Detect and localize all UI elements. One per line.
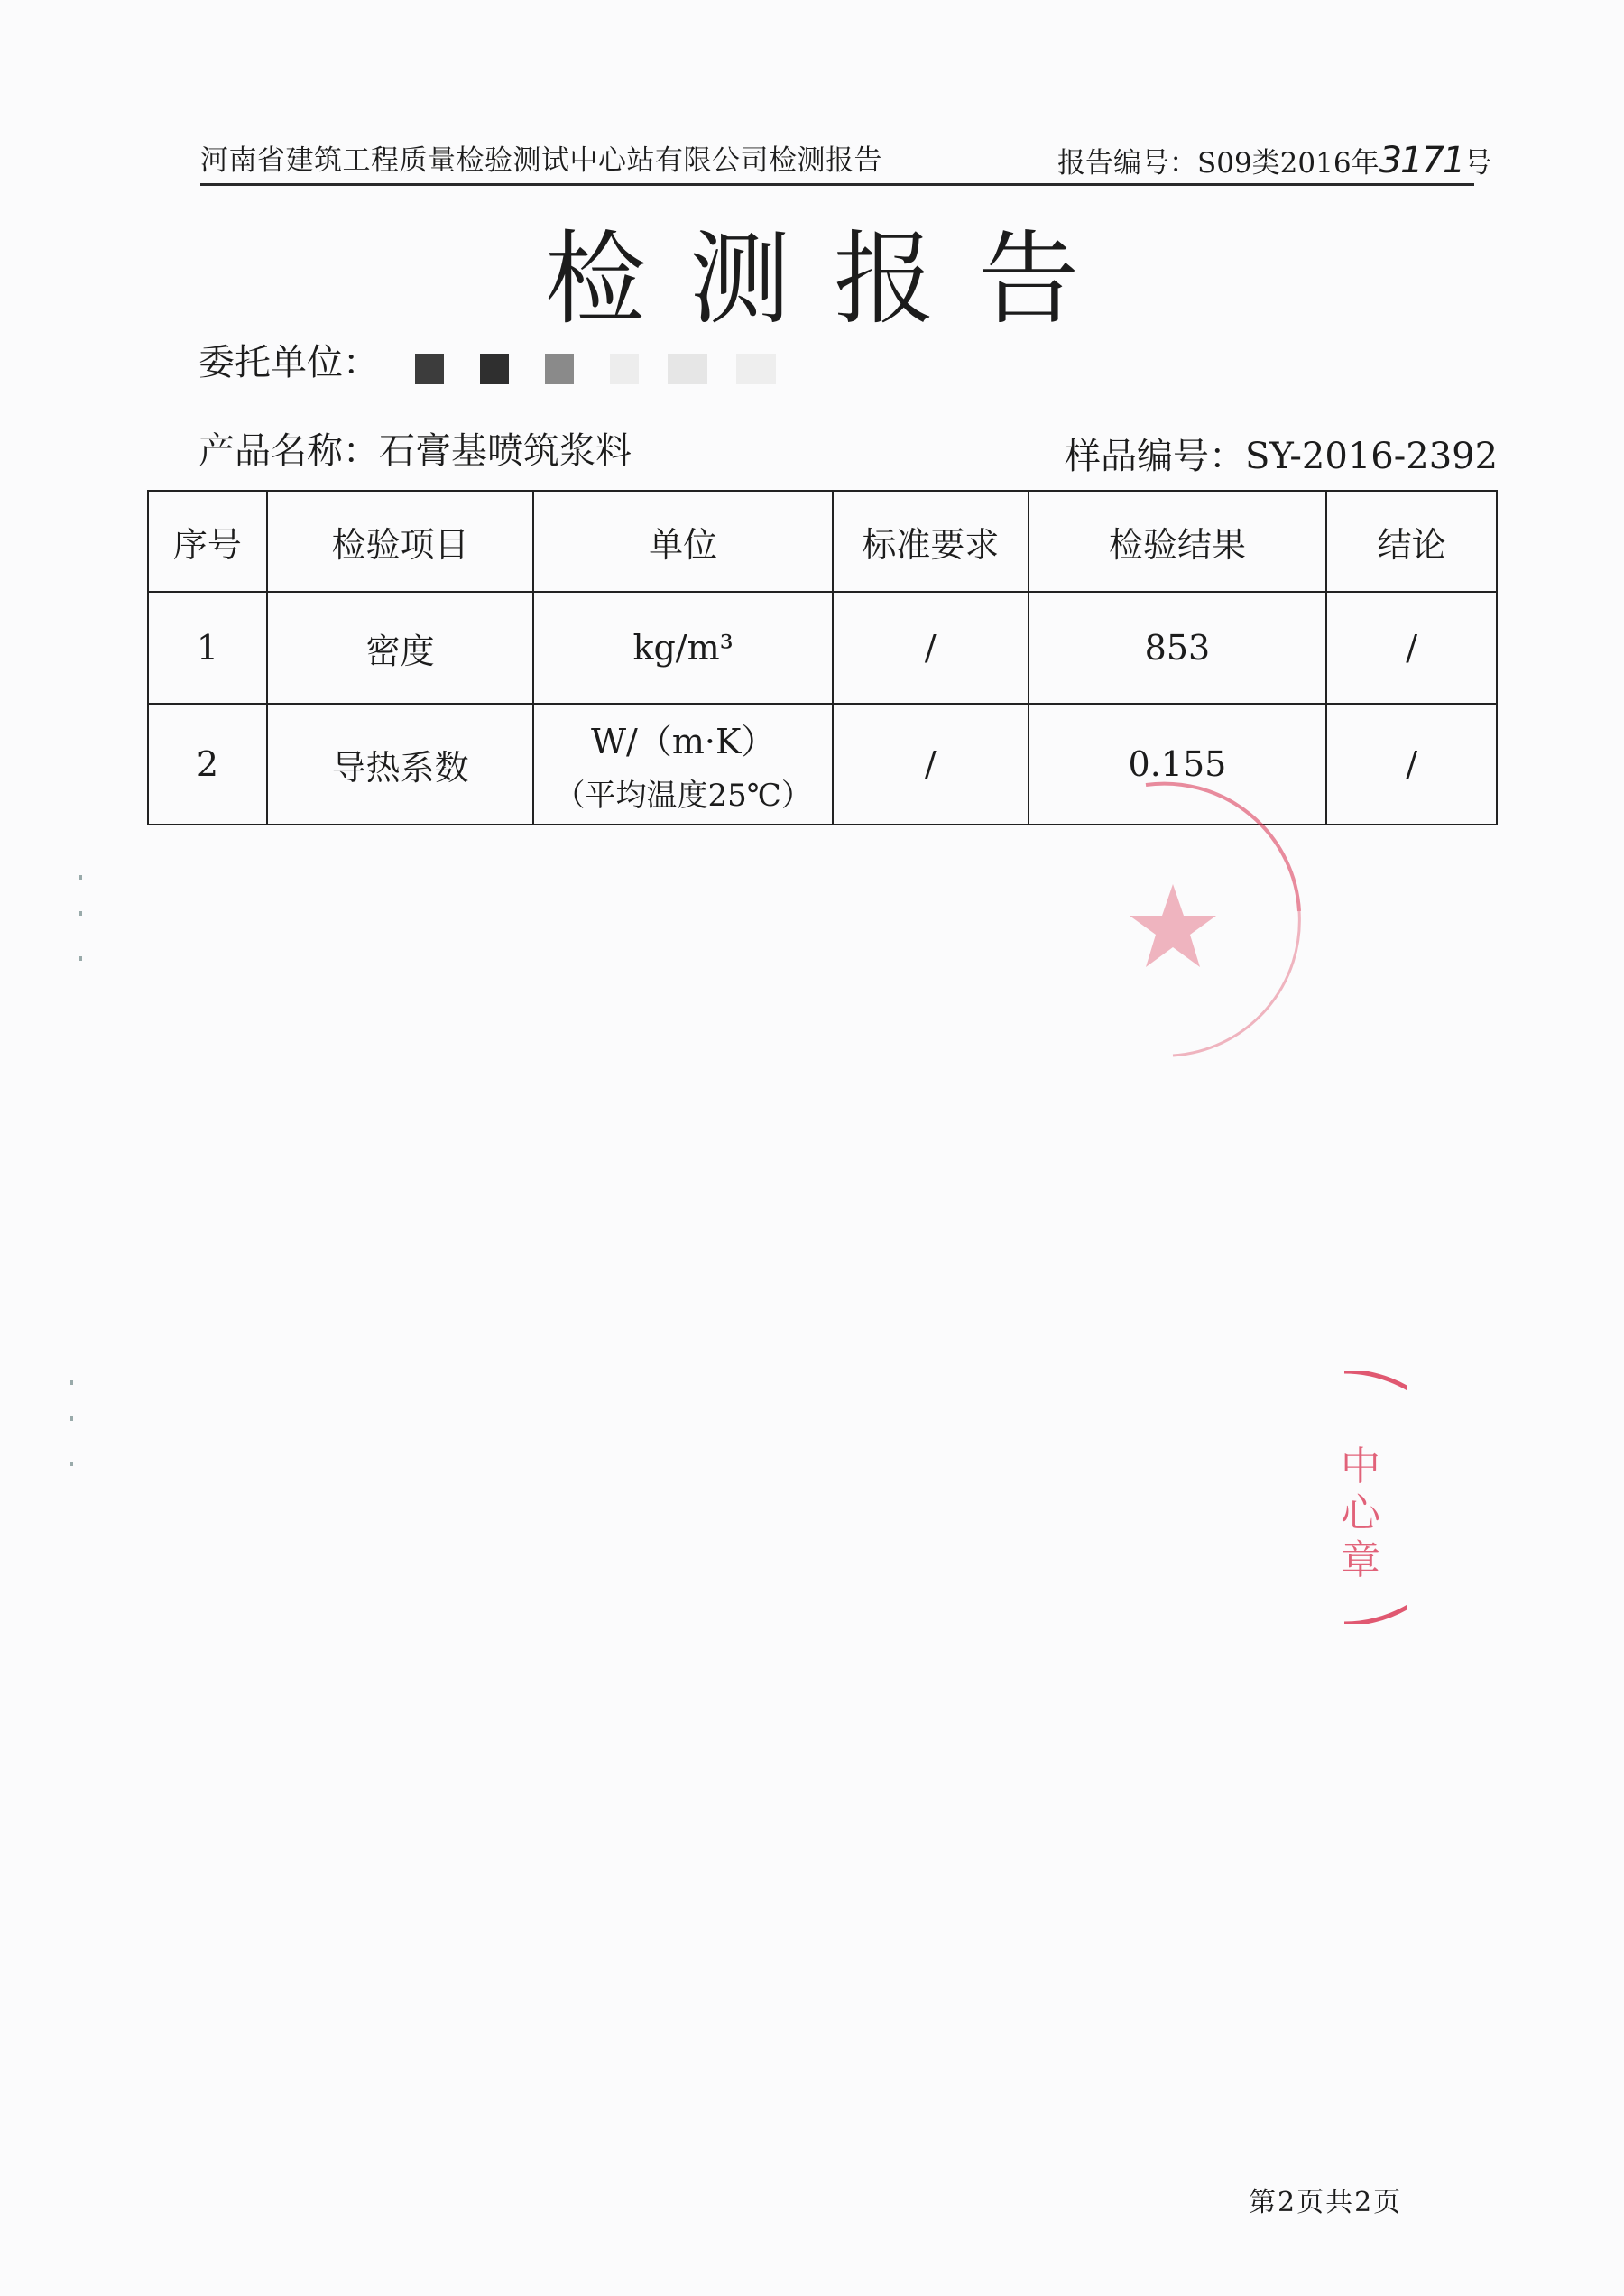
- header-cell: 检验结果: [1029, 491, 1327, 592]
- table-row: [148, 592, 1497, 704]
- report-number-prefix: 报告编号：S09类2016年: [1057, 147, 1379, 180]
- table-header-row: [148, 491, 1497, 592]
- page-seal-stamp: [1335, 1371, 1407, 1624]
- official-seal-stamp: [1119, 758, 1335, 1065]
- report-number-handwritten: 3171: [1379, 140, 1464, 181]
- conclusion: /: [1326, 704, 1497, 825]
- sample-number: 样品编号：SY-2016-2392: [1065, 436, 1499, 477]
- document-title: 检测报告: [545, 221, 1122, 338]
- unit-value: W/（m·K）: [590, 722, 776, 761]
- row-number: 1: [148, 592, 267, 704]
- inspection-result: 0.155: [1029, 704, 1327, 825]
- svg-text:心: 心: [1341, 1490, 1380, 1536]
- unit-cell: [533, 704, 833, 825]
- standard-requirement: /: [833, 704, 1029, 825]
- standard-requirement: /: [833, 592, 1029, 704]
- svg-text:中: 中: [1341, 1443, 1380, 1489]
- inspection-result: 853: [1029, 592, 1327, 704]
- header-cell: 检验项目: [267, 491, 534, 592]
- header-cell: 序号: [148, 491, 267, 592]
- header-cell: 单位: [533, 491, 833, 592]
- header-cell: 结论: [1326, 491, 1497, 592]
- report-number-suffix: 号: [1463, 147, 1492, 180]
- unit-cell: kg/m³: [533, 592, 833, 704]
- organization-header: 河南省建筑工程质量检验测试中心站有限公司检测报告: [200, 144, 882, 177]
- report-number: [1057, 140, 1491, 181]
- svg-text:章: 章: [1341, 1537, 1380, 1583]
- page-number: 第2页共2页: [1249, 2187, 1403, 2218]
- conclusion: /: [1326, 592, 1497, 704]
- inspection-item: 导热系数: [267, 704, 534, 825]
- product-name: 产品名称：石膏基喷筑浆料: [198, 430, 632, 472]
- client-label: 委托单位：: [198, 342, 379, 383]
- client-redacted-block: [379, 354, 848, 384]
- header-cell: 标准要求: [833, 491, 1029, 592]
- unit-note: （平均温度25℃）: [554, 778, 812, 814]
- row-number: 2: [148, 704, 267, 825]
- inspection-item: 密度: [267, 592, 534, 704]
- header-rule: [200, 183, 1474, 186]
